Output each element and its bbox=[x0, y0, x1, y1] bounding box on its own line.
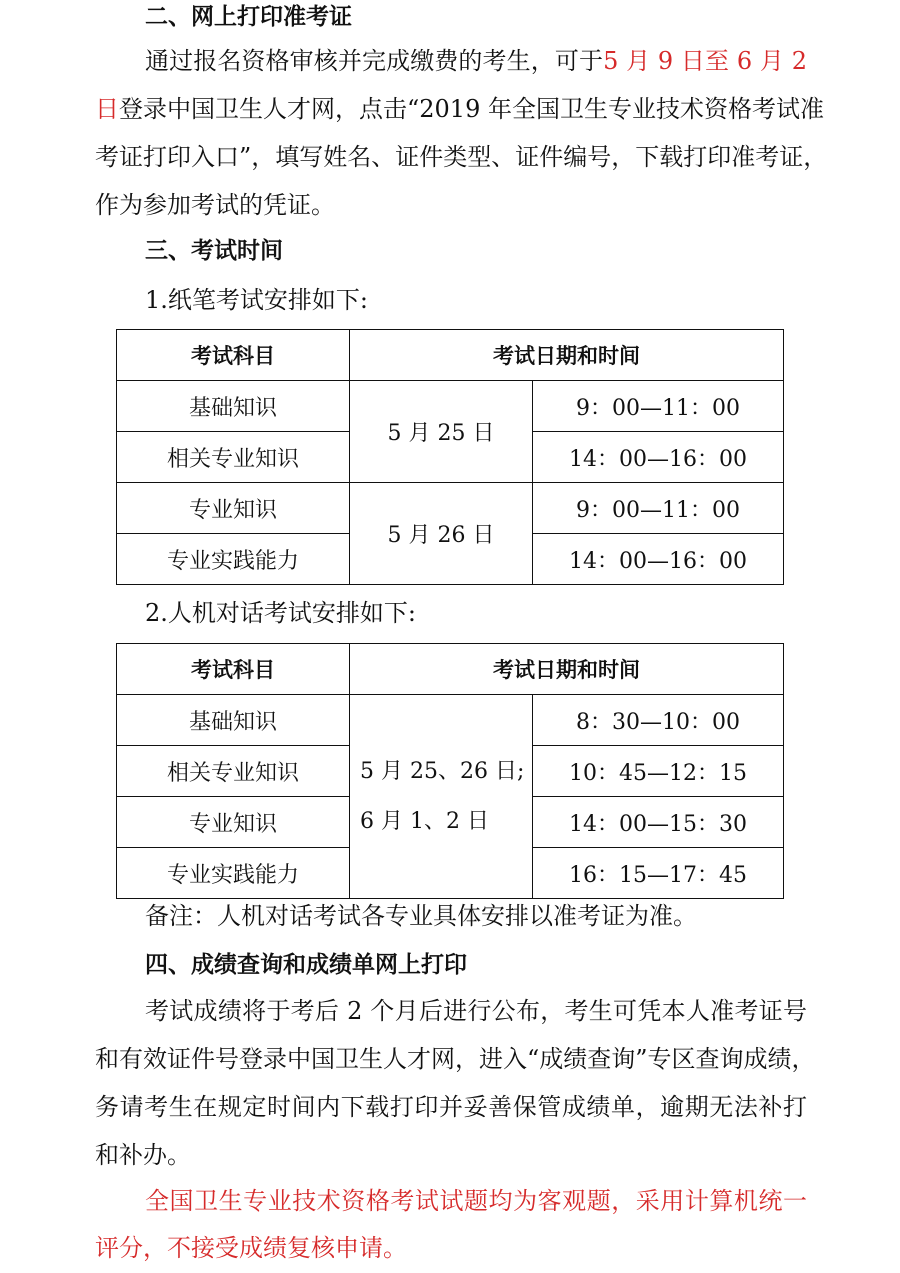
date-line-1: 5 月 25、26 日; bbox=[360, 758, 525, 784]
section-4-paragraph-line-3: 务请考生在规定时间内下载打印并妥善保管成绩单，逾期无法补打 bbox=[95, 1093, 807, 1121]
red-notice-line-2: 评分，不接受成绩复核申请。 bbox=[95, 1234, 407, 1262]
section-2-paragraph-line-1 bbox=[145, 45, 807, 77]
section-4-paragraph-line-1: 考试成绩将于考后 2 个月后进行公布，考生可凭本人准考证号 bbox=[145, 997, 807, 1025]
subject-cell: 相关专业知识 bbox=[117, 432, 350, 483]
section-2-heading: 二、网上打印准考证 bbox=[145, 4, 352, 30]
section-4-paragraph-line-2: 和有效证件号登录中国卫生人才网，进入“成绩查询”专区查询成绩， bbox=[95, 1045, 816, 1073]
section-2-paragraph-line-4: 作为参加考试的凭证。 bbox=[95, 191, 335, 219]
date-cell bbox=[350, 695, 533, 899]
column-header-datetime: 考试日期和时间 bbox=[350, 330, 784, 381]
time-cell: 14：00—16：00 bbox=[533, 432, 784, 483]
date-cell: 5 月 25 日 bbox=[350, 381, 533, 483]
time-cell: 10：45—12：15 bbox=[533, 746, 784, 797]
date-line-2: 6 月 1、2 日 bbox=[360, 808, 489, 834]
table-row bbox=[117, 483, 784, 534]
section-3-heading: 三、考试时间 bbox=[145, 238, 283, 264]
registration-date-range-end: 日 bbox=[95, 95, 119, 123]
registration-date-range: 5 月 9 日至 6 月 2 bbox=[603, 47, 807, 75]
subject-cell: 相关专业知识 bbox=[117, 746, 350, 797]
time-cell: 14：00—15：30 bbox=[533, 797, 784, 848]
cbt-exam-intro: 2.人机对话考试安排如下: bbox=[145, 599, 416, 627]
time-cell: 9：00—11：00 bbox=[533, 483, 784, 534]
cbt-exam-schedule-table bbox=[116, 643, 784, 899]
subject-cell: 专业实践能力 bbox=[117, 534, 350, 585]
table-header-row bbox=[117, 644, 784, 695]
column-header-datetime: 考试日期和时间 bbox=[350, 644, 784, 695]
table-row bbox=[117, 695, 784, 746]
cbt-note: 备注：人机对话考试各专业具体安排以准考证为准。 bbox=[145, 902, 697, 930]
table-row bbox=[117, 381, 784, 432]
subject-cell: 基础知识 bbox=[117, 695, 350, 746]
subject-cell: 专业知识 bbox=[117, 797, 350, 848]
column-header-subject: 考试科目 bbox=[117, 330, 350, 381]
time-cell: 8：30—10：00 bbox=[533, 695, 784, 746]
paragraph-text: 登录中国卫生人才网，点击“2019 年全国卫生专业技术资格考试准 bbox=[119, 95, 824, 123]
time-cell: 14：00—16：00 bbox=[533, 534, 784, 585]
section-2-paragraph-line-2 bbox=[95, 93, 824, 125]
column-header-subject: 考试科目 bbox=[117, 644, 350, 695]
time-cell: 16：15—17：45 bbox=[533, 848, 784, 899]
section-4-paragraph-line-4: 和补办。 bbox=[95, 1141, 191, 1169]
paragraph-text: 通过报名资格审核并完成缴费的考生，可于 bbox=[145, 47, 604, 75]
time-cell: 9：00—11：00 bbox=[533, 381, 784, 432]
subject-cell: 专业知识 bbox=[117, 483, 350, 534]
table-header-row bbox=[117, 330, 784, 381]
red-notice-line-1: 全国卫生专业技术资格考试试题均为客观题，采用计算机统一 bbox=[145, 1187, 807, 1215]
date-cell: 5 月 26 日 bbox=[350, 483, 533, 585]
subject-cell: 专业实践能力 bbox=[117, 848, 350, 899]
paper-exam-schedule-table bbox=[116, 329, 784, 585]
paper-exam-intro: 1.纸笔考试安排如下: bbox=[145, 286, 368, 314]
subject-cell: 基础知识 bbox=[117, 381, 350, 432]
section-4-heading: 四、成绩查询和成绩单网上打印 bbox=[145, 952, 467, 978]
section-2-paragraph-line-3: 考证打印入口”，填写姓名、证件类型、证件编号，下载打印准考证， bbox=[95, 143, 828, 171]
